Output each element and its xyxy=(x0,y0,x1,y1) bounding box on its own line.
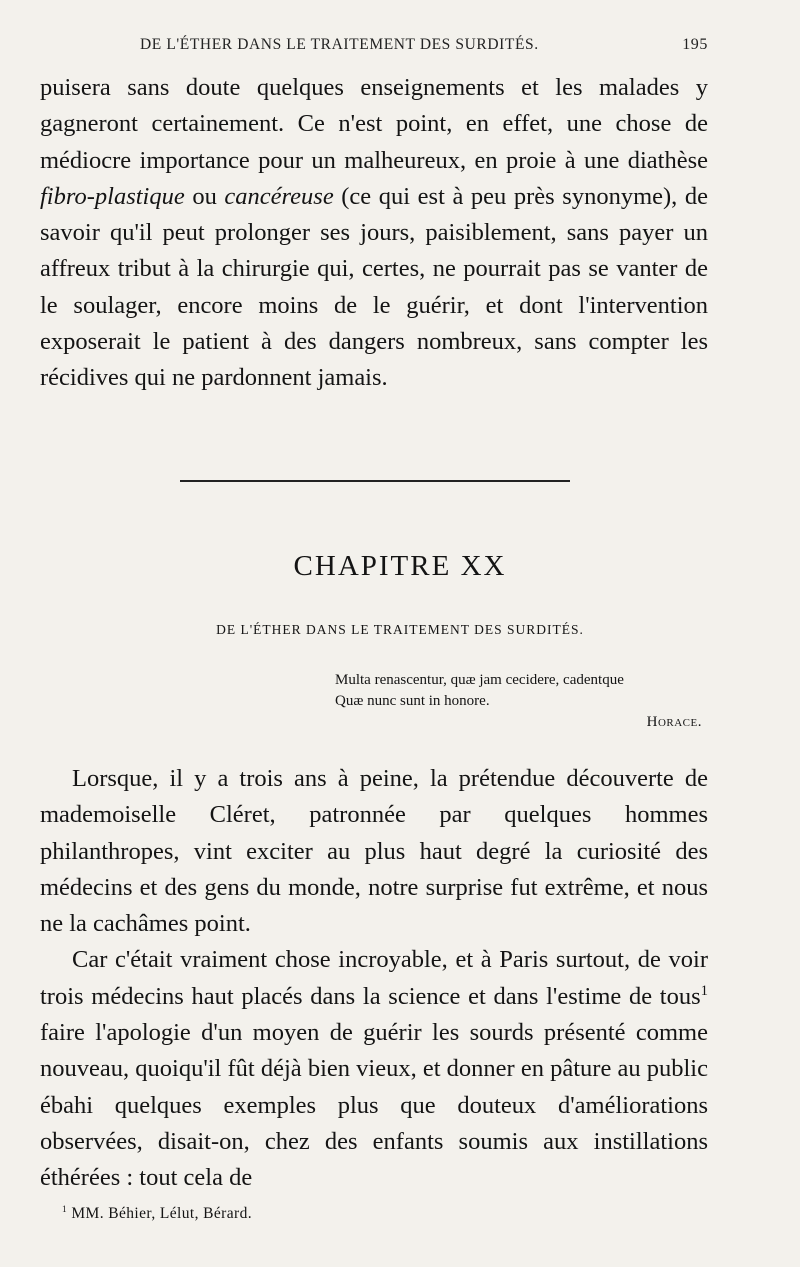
body-paragraph xyxy=(40,942,708,1196)
running-head-title: DE L'ÉTHER DANS LE TRAITEMENT DES SURDITÉS. xyxy=(140,36,539,53)
running-head xyxy=(128,36,708,62)
paragraph-text: faire l'apologie d'un moyen de guérir les sourds présenté comme nouveau, quoiqu'il fût déjà bien vieux, et donner en pâture au public ébahi quelques exemples plus que douteux d'améliorations observées, disait-on, chez des enfants soumis aux instillations éthérées : tout cela de xyxy=(40,1019,708,1192)
epigraph-line: Multa renascentur, quæ jam cecidere, cadentque xyxy=(335,672,624,688)
page-number: 195 xyxy=(682,36,708,53)
footnote-text: MM. Béhier, Lélut, Bérard. xyxy=(67,1205,253,1222)
continued-paragraph xyxy=(40,70,708,397)
footnote-reference: 1 xyxy=(700,982,708,999)
footnote xyxy=(62,1205,252,1223)
epigraph-author: Horace. xyxy=(646,714,702,730)
chapter-title: CHAPITRE XX xyxy=(293,550,507,582)
paragraph-text: puisera sans doute quelques enseignements et les malades y gagneront certainement. Ce n'est point, en effet, une chose de médiocre importance pour un malheureux, en proie à une diathèse xyxy=(40,74,708,174)
epigraph xyxy=(335,670,708,733)
epigraph-line: Quæ nunc sunt in honore. xyxy=(335,693,490,709)
chapter-body xyxy=(40,761,708,1197)
italic-term: cancéreuse xyxy=(224,182,334,210)
paragraph-text: (ce qui est à peu près synonyme), de savoir qu'il peut prolonger ses jours, paisiblement, sans payer un affreux tribut à la chirurgie qui, certes, ne pourrait pas se vanter de le soulager, encore moins de le guérir, et dont l'intervention exposerait le patient à des dangers nombreux, sans compter les récidives qui ne pardonnent jamais. xyxy=(40,182,708,392)
footnote-marker: 1 xyxy=(62,1204,68,1215)
chapter-divider-rule xyxy=(180,480,570,482)
italic-term: fibro-plastique xyxy=(40,182,185,210)
paragraph-text: ou xyxy=(184,182,225,210)
body-paragraph: Lorsque, il y a trois ans à peine, la prétendue découverte de mademoiselle Cléret, patronnée par quelques hommes philanthropes, vint exciter au plus haut degré la curiosité des médecins et des gens du monde, notre surprise fut extrême, et nous ne la cachâmes point. xyxy=(40,765,708,938)
chapter-subtitle: DE L'ÉTHER DANS LE TRAITEMENT DES SURDITÉS. xyxy=(216,622,584,637)
paragraph-text: Car c'était vraiment chose incroyable, et à Paris surtout, de voir trois médecins haut placés dans la science et dans l'estime de tous xyxy=(40,946,708,1010)
